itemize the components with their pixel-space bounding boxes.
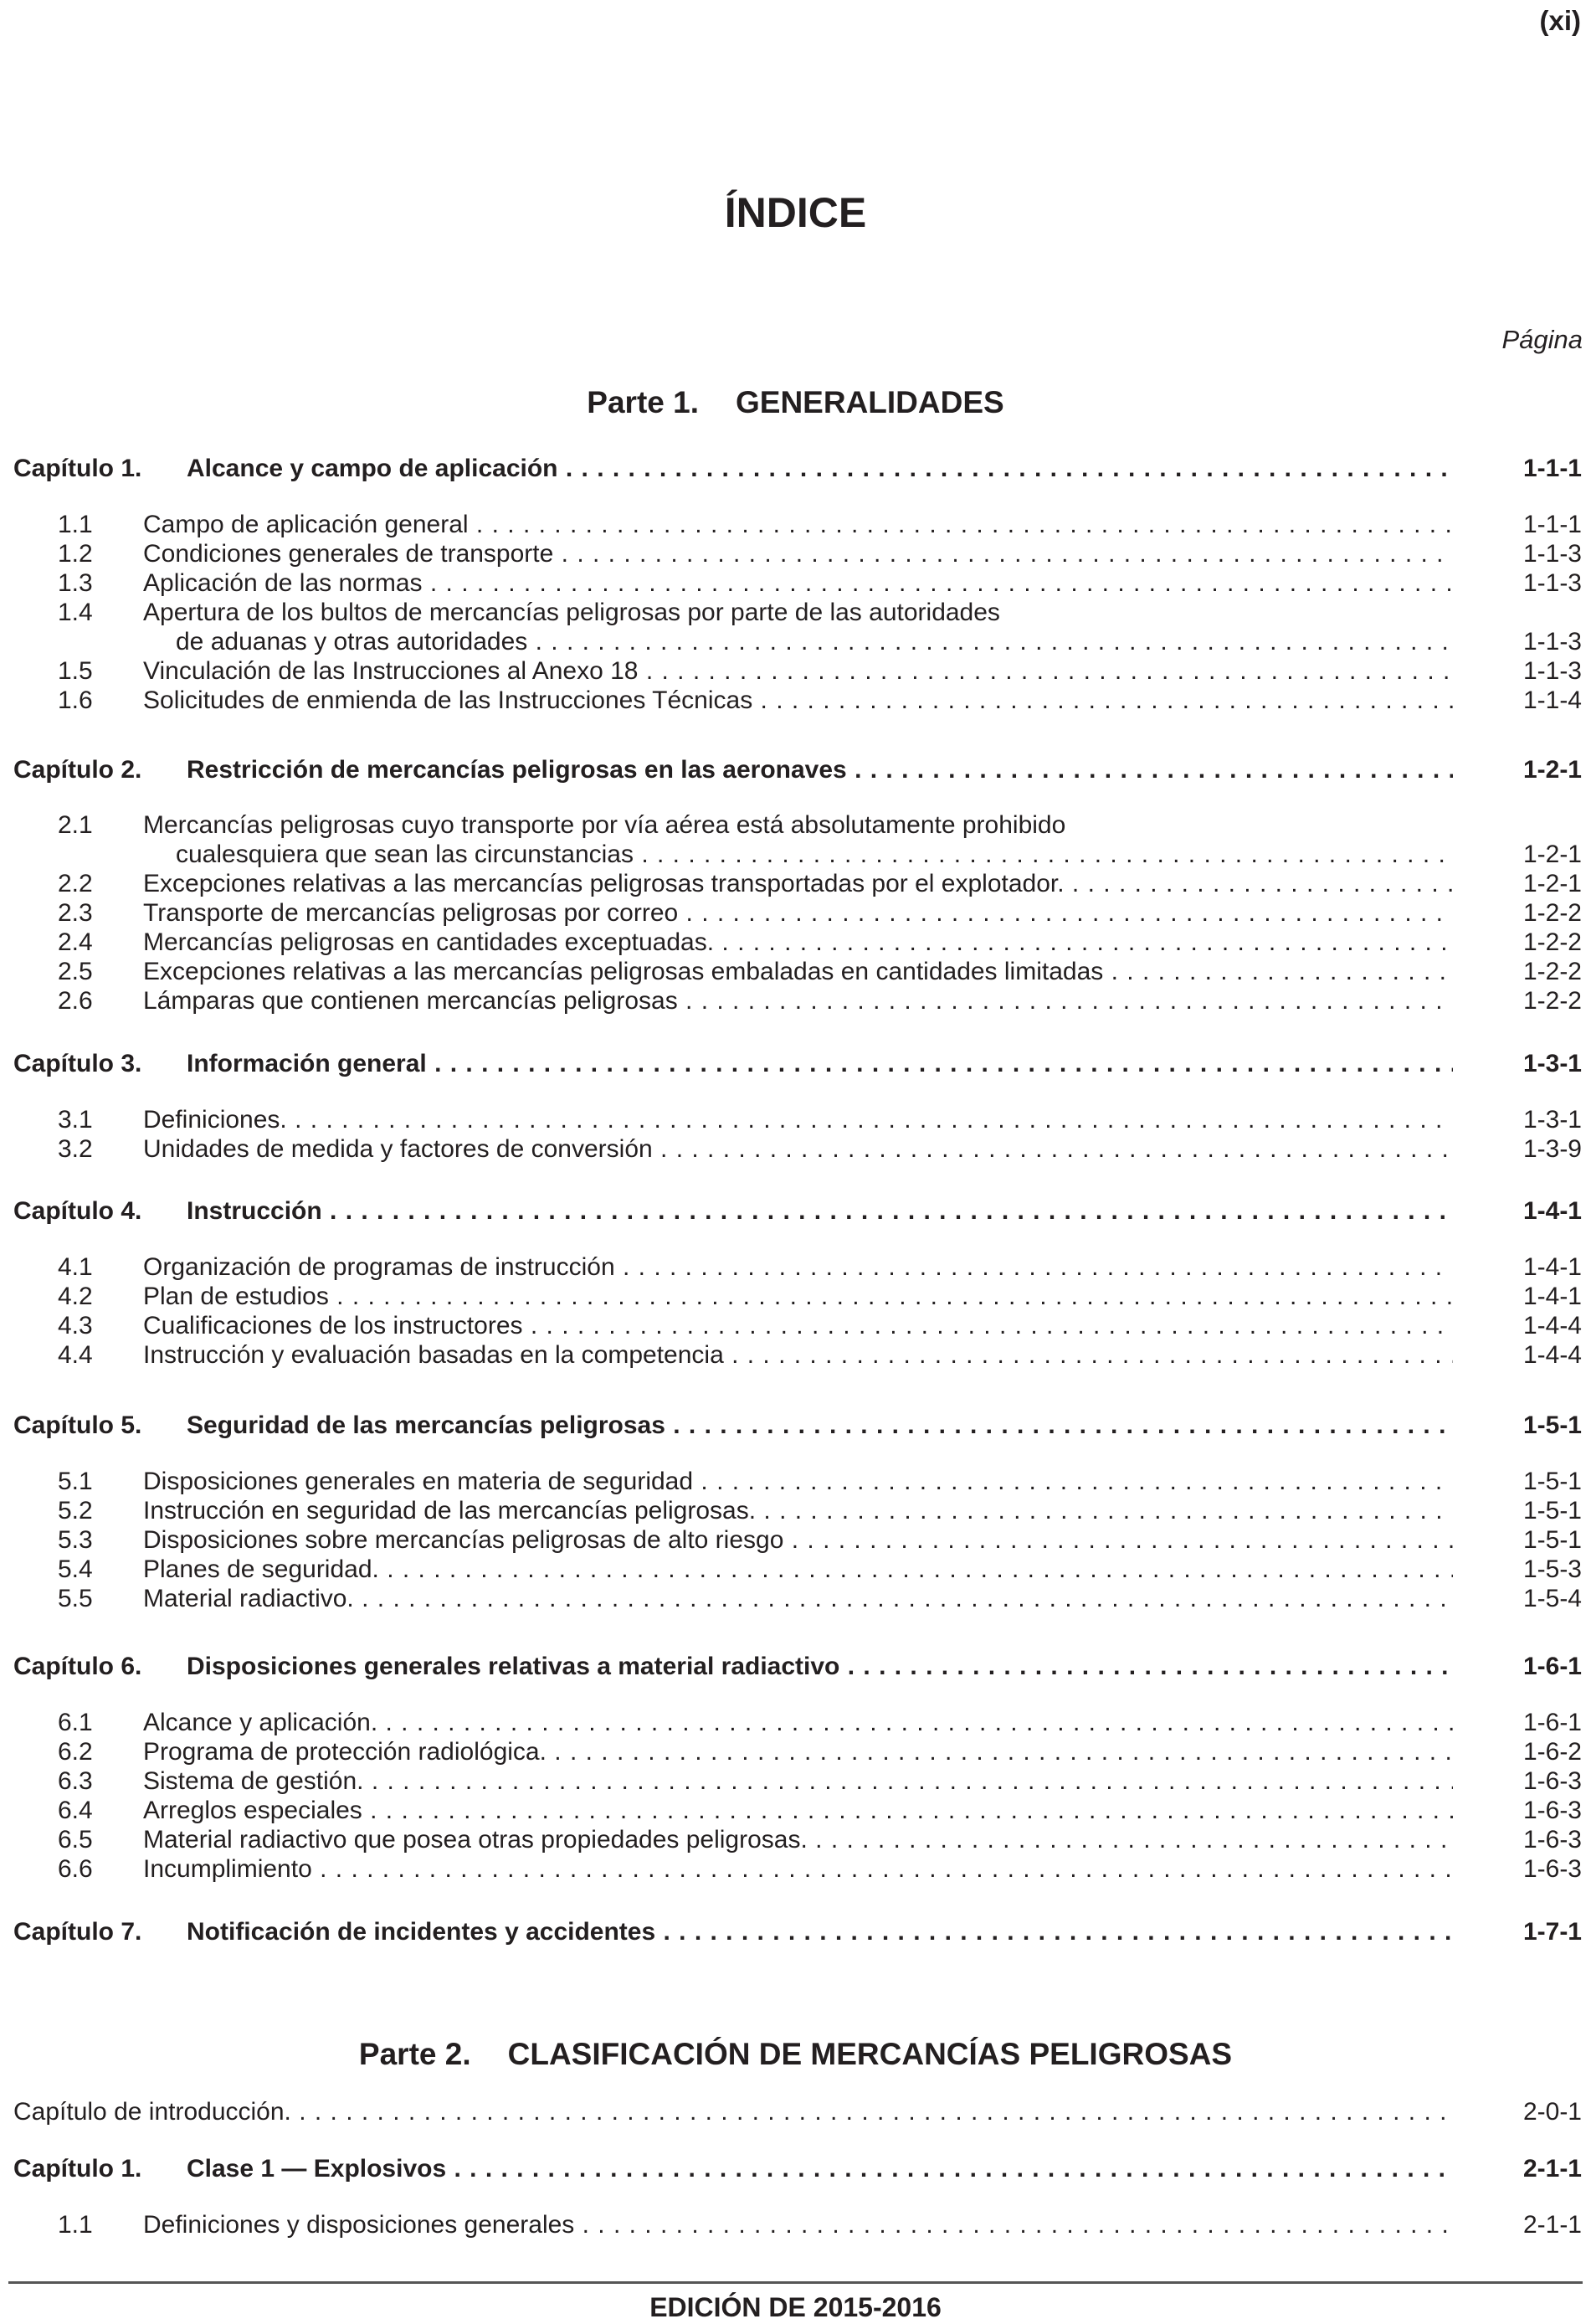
toc-entry-page: 1-2-1 (1522, 870, 1582, 897)
toc-entry-title: Capítulo de introducción. . . . (13, 2097, 1453, 2127)
toc-entry-number: 5.2 (58, 1497, 93, 1524)
toc-entry-number: Capítulo 6. (13, 1653, 142, 1680)
toc-entry-title: Aplicación de las normas . . . (143, 568, 1453, 599)
toc-section-entry[interactable] (13, 1854, 1582, 1884)
toc-entry-title: Instrucción . . . (187, 1196, 1453, 1226)
toc-entry-page: 1-5-1 (1522, 1497, 1582, 1524)
toc-entry-number: 6.5 (58, 1826, 93, 1854)
toc-entry-page: 1-1-1 (1522, 455, 1582, 482)
toc-chapter-entry[interactable] (13, 1917, 1582, 1947)
toc-section-entry[interactable] (13, 1555, 1582, 1585)
toc-entry-page: 1-2-2 (1522, 928, 1582, 956)
toc-section-entry[interactable] (13, 869, 1582, 899)
toc-entry-page: 1-4-1 (1522, 1283, 1582, 1310)
part-label: Parte 2. (358, 2037, 471, 2071)
toc-section-entry[interactable] (13, 1825, 1582, 1855)
toc-entry-page: 2-1-1 (1522, 2155, 1582, 2183)
toc-entry-title: Programa de protección radiológica. . . . (143, 1737, 1453, 1767)
toc-entry-page: 1-2-2 (1522, 958, 1582, 985)
toc-entry-title: Planes de seguridad. . . . (143, 1555, 1453, 1585)
toc-entry-title: Instrucción en seguridad de las mercancías peligrosas. . . . (143, 1496, 1453, 1526)
toc-entry-page: 1-3-1 (1522, 1050, 1582, 1077)
part-1-heading (0, 385, 1591, 420)
toc-section-entry[interactable] (13, 1708, 1582, 1738)
part-name: CLASIFICACIÓN DE MERCANCÍAS PELIGROSAS (507, 2037, 1233, 2071)
toc-entry-number: 3.2 (58, 1135, 93, 1163)
toc-section-entry[interactable] (13, 1105, 1582, 1135)
toc-entry-number: 2.3 (58, 899, 93, 927)
toc-entry-page: 1-1-3 (1522, 628, 1582, 656)
toc-section-entry[interactable] (13, 598, 1582, 628)
toc-entry-page: 2-0-1 (1522, 2098, 1582, 2126)
toc-entry-number: 1.2 (58, 540, 93, 568)
toc-entry-number: 1.1 (58, 511, 93, 538)
toc-section-entry[interactable] (13, 928, 1582, 958)
toc-entry-title: Lámparas que contienen mercancías peligrosas . . . (143, 986, 1453, 1016)
toc-chapter-entry[interactable] (13, 1411, 1582, 1441)
toc-chapter-entry[interactable] (13, 1049, 1582, 1079)
toc-entry-title: Excepciones relativas a las mercancías peligrosas embaladas en cantidades limitadas . . . (143, 957, 1453, 987)
toc-section-entry[interactable] (13, 2210, 1582, 2240)
toc-entry-title: Disposiciones generales relativas a material radiactivo . . . (187, 1652, 1453, 1682)
toc-entry-number: Capítulo 2. (13, 756, 142, 784)
toc-entry-number: 4.3 (58, 1312, 93, 1339)
page-number: (xi) (1539, 5, 1581, 36)
toc-entry-title: Vinculación de las Instrucciones al Anexo 18 . . . (143, 656, 1453, 686)
part-2-heading (0, 2037, 1591, 2072)
toc-entry-page: 1-1-3 (1522, 540, 1582, 568)
toc-section-entry[interactable] (13, 1525, 1582, 1555)
toc-entry-title: Disposiciones generales en materia de seguridad . . . (143, 1467, 1453, 1497)
toc-section-entry[interactable] (13, 686, 1582, 716)
toc-entry-page: 1-3-1 (1522, 1106, 1582, 1134)
toc-chapter-entry[interactable] (13, 1196, 1582, 1226)
toc-section-entry[interactable] (13, 1737, 1582, 1767)
footer-divider (8, 2281, 1583, 2284)
toc-entry-title: Apertura de los bultos de mercancías peligrosas por parte de las autoridades (143, 599, 1000, 626)
part-label: Parte 1. (587, 385, 699, 419)
toc-entry-page: 1-1-3 (1522, 569, 1582, 597)
toc-section-entry[interactable] (13, 957, 1582, 987)
toc-entry-title: cualesquiera que sean las circunstancias . . . (176, 840, 1453, 870)
toc-section-entry[interactable] (13, 986, 1582, 1016)
page-title: ÍNDICE (724, 189, 867, 236)
toc-entry-title: Arreglos especiales . . . (143, 1796, 1453, 1826)
toc-entry-number: 6.4 (58, 1797, 93, 1824)
toc-section-entry[interactable] (13, 1340, 1582, 1370)
toc-section-entry[interactable] (13, 568, 1582, 599)
toc-entry-title: Sistema de gestión. . . . (143, 1766, 1453, 1797)
toc-entry-number: Capítulo 3. (13, 1050, 142, 1077)
toc-entry-page: 1-5-1 (1522, 1411, 1582, 1439)
toc-section-entry[interactable] (13, 539, 1582, 569)
toc-entry-title: Alcance y aplicación. . . . (143, 1708, 1453, 1738)
toc-entry-title: Cualificaciones de los instructores . . . (143, 1311, 1453, 1341)
toc-section-entry[interactable] (13, 1766, 1582, 1797)
part-name: GENERALIDADES (736, 385, 1004, 419)
toc-section-entry[interactable] (13, 656, 1582, 686)
toc-entry-page: 1-2-1 (1522, 756, 1582, 784)
toc-entry-title: Organización de programas de instrucción . . . (143, 1252, 1453, 1283)
toc-section-entry[interactable] (13, 1584, 1582, 1614)
toc-section-entry[interactable] (13, 840, 1582, 870)
toc-entry-page: 1-5-4 (1522, 1585, 1582, 1612)
toc-chapter-entry[interactable] (13, 1652, 1582, 1682)
toc-entry-number: Capítulo 4. (13, 1197, 142, 1225)
toc-entry-page: 1-7-1 (1522, 1918, 1582, 1946)
toc-entry-number: 2.5 (58, 958, 93, 985)
toc-entry-number: 5.4 (58, 1555, 93, 1583)
toc-section-entry[interactable] (13, 510, 1582, 540)
toc-entry-title: Alcance y campo de aplicación . . . (187, 454, 1453, 484)
toc-entry-number: 1.5 (58, 657, 93, 685)
toc-entry-title: Disposiciones sobre mercancías peligrosas de alto riesgo . . . (143, 1525, 1453, 1555)
toc-entry-number: 2.6 (58, 987, 93, 1015)
toc-entry-title: Instrucción y evaluación basadas en la competencia . . . (143, 1340, 1453, 1370)
toc-entry-title: Unidades de medida y factores de conversión . . . (143, 1134, 1453, 1165)
toc-section-entry[interactable] (13, 627, 1582, 657)
toc-entry-number: 1.3 (58, 569, 93, 597)
toc-entry-page: 1-1-4 (1522, 686, 1582, 714)
toc-entry-page: 1-4-1 (1522, 1197, 1582, 1225)
toc-entry-number: Capítulo 1. (13, 2155, 142, 2183)
toc-entry-title: Condiciones generales de transporte . . . (143, 539, 1453, 569)
toc-entry-title: Definiciones y disposiciones generales . . . (143, 2210, 1453, 2240)
toc-entry-title: Notificación de incidentes y accidentes . . . (187, 1917, 1453, 1947)
toc-chapter-entry[interactable] (13, 2154, 1582, 2184)
toc-section-entry[interactable] (13, 1496, 1582, 1526)
toc-entry-title: Seguridad de las mercancías peligrosas . . . (187, 1411, 1453, 1441)
toc-entry-title: Excepciones relativas a las mercancías peligrosas transportadas por el explotador. . . . (143, 869, 1453, 899)
toc-entry-number: Capítulo 1. (13, 455, 142, 482)
toc-section-entry[interactable] (13, 898, 1582, 928)
toc-chapter-entry[interactable] (13, 755, 1582, 785)
toc-entry-page: 1-2-1 (1522, 841, 1582, 868)
toc-entry-number: Capítulo 7. (13, 1918, 142, 1946)
toc-entry-title: Mercancías peligrosas en cantidades exceptuadas. . . . (143, 928, 1453, 958)
toc-entry-number: 5.1 (58, 1468, 93, 1495)
toc-entry-title: Material radiactivo. . . . (143, 1584, 1453, 1614)
toc-entry-number: 6.3 (58, 1767, 93, 1795)
toc-entry-page: 1-6-1 (1522, 1653, 1582, 1680)
page-column-label: Página (1501, 325, 1583, 354)
toc-entry-title: Transporte de mercancías peligrosas por correo . . . (143, 898, 1453, 928)
toc-entry-page: 1-6-3 (1522, 1826, 1582, 1854)
toc-chapter-entry[interactable] (13, 454, 1582, 484)
toc-entry-title: Mercancías peligrosas cuyo transporte por vía aérea está absolutamente prohibido (143, 811, 1066, 839)
toc-entry-number: 6.6 (58, 1855, 93, 1883)
toc-entry-number: 4.1 (58, 1253, 93, 1281)
toc-entry-page: 1-6-2 (1522, 1738, 1582, 1766)
toc-entry-page: 2-1-1 (1522, 2211, 1582, 2239)
toc-entry-page: 1-5-1 (1522, 1526, 1582, 1554)
toc-entry-title: Material radiactivo que posea otras propiedades peligrosas. . . . (143, 1825, 1453, 1855)
toc-entry-page: 1-6-3 (1522, 1797, 1582, 1824)
toc-entry-page: 1-1-1 (1522, 511, 1582, 538)
edition-footer: EDICIÓN DE 2015-2016 (649, 2292, 942, 2322)
toc-entry-page: 1-3-9 (1522, 1135, 1582, 1163)
toc-entry-title: Solicitudes de enmienda de las Instrucciones Técnicas . . . (143, 686, 1453, 716)
toc-entry-page: 1-4-1 (1522, 1253, 1582, 1281)
toc-entry-number: 4.2 (58, 1283, 93, 1310)
toc-entry-number: 4.4 (58, 1341, 93, 1369)
toc-entry-title: Campo de aplicación general . . . (143, 510, 1453, 540)
toc-entry-page: 1-6-3 (1522, 1855, 1582, 1883)
toc-entry-number: 2.2 (58, 870, 93, 897)
toc-entry-page: 1-5-1 (1522, 1468, 1582, 1495)
toc-section-entry[interactable] (13, 1134, 1582, 1165)
toc-section-entry[interactable] (13, 1252, 1582, 1283)
toc-entry-number: 6.1 (58, 1709, 93, 1736)
toc-entry-number: 2.1 (58, 811, 93, 839)
toc-entry-number: 2.4 (58, 928, 93, 956)
toc-section-entry[interactable] (13, 2097, 1582, 2127)
toc-section-entry[interactable] (13, 1311, 1582, 1341)
toc-entry-number: 5.5 (58, 1585, 93, 1612)
toc-entry-page: 1-2-2 (1522, 899, 1582, 927)
toc-entry-page: 1-2-2 (1522, 987, 1582, 1015)
toc-entry-title: Incumplimiento . . . (143, 1854, 1453, 1884)
toc-entry-title: Definiciones. . . . (143, 1105, 1453, 1135)
toc-entry-number: Capítulo 5. (13, 1411, 142, 1439)
toc-entry-page: 1-1-3 (1522, 657, 1582, 685)
toc-entry-title: Plan de estudios . . . (143, 1282, 1453, 1312)
toc-section-entry[interactable] (13, 810, 1582, 841)
toc-entry-title: Información general . . . (187, 1049, 1453, 1079)
toc-entry-title: Restricción de mercancías peligrosas en las aeronaves . . . (187, 755, 1453, 785)
toc-entry-number: 5.3 (58, 1526, 93, 1554)
toc-entry-page: 1-4-4 (1522, 1312, 1582, 1339)
toc-section-entry[interactable] (13, 1467, 1582, 1497)
toc-section-entry[interactable] (13, 1796, 1582, 1826)
toc-entry-number: 6.2 (58, 1738, 93, 1766)
toc-entry-number: 1.1 (58, 2211, 93, 2239)
toc-entry-title: Clase 1 — Explosivos . . . (187, 2154, 1453, 2184)
toc-entry-number: 1.4 (58, 599, 93, 626)
toc-entry-number: 1.6 (58, 686, 93, 714)
toc-entry-number: 3.1 (58, 1106, 93, 1134)
toc-entry-page: 1-6-3 (1522, 1767, 1582, 1795)
toc-section-entry[interactable] (13, 1282, 1582, 1312)
toc-entry-page: 1-5-3 (1522, 1555, 1582, 1583)
toc-entry-title: de aduanas y otras autoridades . . . (176, 627, 1453, 657)
toc-entry-page: 1-4-4 (1522, 1341, 1582, 1369)
toc-entry-page: 1-6-1 (1522, 1709, 1582, 1736)
